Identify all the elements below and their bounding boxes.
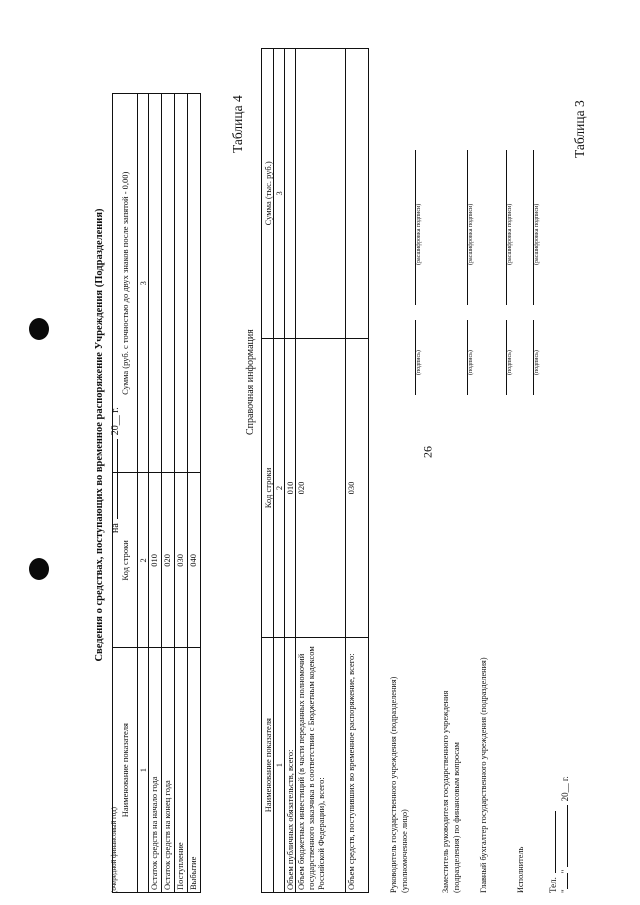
table4 xyxy=(261,48,369,893)
phone-field xyxy=(548,811,558,893)
table4-colnum: 3 xyxy=(274,49,285,339)
tel-blank[interactable] xyxy=(555,811,556,873)
signature-caption: (подпись) xyxy=(416,350,422,375)
row-code: 010 xyxy=(285,338,296,638)
table4-number-row xyxy=(274,49,285,893)
quote-close: " xyxy=(560,869,570,874)
date-year-footer: 20__ г. xyxy=(560,776,570,802)
day-blank[interactable] xyxy=(567,873,568,889)
signature-caption: (подпись) xyxy=(534,350,540,375)
table3-title: Сведения о средствах, поступающих во временное распоряжение Учреждения (Подразделения) xyxy=(94,208,105,662)
page-number: 26 xyxy=(420,446,435,458)
signature-caption: (подпись) xyxy=(468,350,474,375)
date-year: 20__ г. xyxy=(110,407,121,436)
table3-number-row xyxy=(138,94,149,893)
table4-header-sum: Сумма (тыс. руб.) xyxy=(262,49,274,339)
signature-caption: (подпись) xyxy=(507,350,513,375)
table4-colnum: 2 xyxy=(274,338,285,638)
row-name: Объем бюджетных инвестиций (в части переданных полномочий государственного заказчика в соответствии с Бюджетным кодексом Российской Федерации), всего: xyxy=(296,638,346,893)
decode-caption: (расшифровка подписи) xyxy=(534,203,540,265)
table-row xyxy=(346,49,369,893)
sign-date xyxy=(560,776,570,893)
row-sum[interactable] xyxy=(285,49,296,339)
decode-caption: (расшифровка подписи) xyxy=(416,203,422,265)
row-code: 020 xyxy=(162,473,175,648)
signature-title: Исполнитель xyxy=(516,846,525,893)
table4-colnum: 1 xyxy=(274,638,285,893)
table3 xyxy=(112,93,201,893)
table3-header-name: Наименование показателя xyxy=(113,648,138,893)
decode-caption: (расшифровка подписи) xyxy=(507,203,513,265)
table-row xyxy=(175,94,188,893)
table-row xyxy=(296,49,346,893)
signature-title: Руководитель государственного учреждения (подразделения) (уполномоченное лицо) xyxy=(389,676,409,893)
row-name: Остаток средств на начало года xyxy=(149,648,162,893)
fiscal-year-note: (очередной финансовый год) xyxy=(110,807,118,893)
row-code: 020 xyxy=(296,338,346,638)
table3-label: Таблица 3 xyxy=(572,100,587,158)
table3-colnum: 1 xyxy=(138,648,149,893)
row-sum[interactable] xyxy=(188,94,201,474)
quote-open: " xyxy=(560,889,570,893)
row-name: Поступление xyxy=(175,648,188,893)
table4-header-code: Код строки xyxy=(262,338,274,638)
table4-title: Справочная информация xyxy=(245,329,256,435)
row-code: 030 xyxy=(175,473,188,648)
row-sum[interactable] xyxy=(175,94,188,474)
row-sum[interactable] xyxy=(346,49,369,339)
month-blank[interactable] xyxy=(567,805,568,867)
table3-header-row xyxy=(113,94,138,893)
row-code: 010 xyxy=(149,473,162,648)
row-name: Выбытие xyxy=(188,648,201,893)
row-sum[interactable] xyxy=(162,94,175,474)
table3-header-sum: Сумма (руб. с точностью до двух знаков после запятой - 0,00) xyxy=(113,94,138,474)
tel-label: Тел. xyxy=(548,877,558,893)
table3-colnum: 2 xyxy=(138,473,149,648)
row-name: Остаток средств на конец года xyxy=(162,648,175,893)
signature-title: Главный бухгалтер государственного учреждения (подразделения) xyxy=(479,657,488,893)
row-sum[interactable] xyxy=(296,49,346,339)
table-row xyxy=(285,49,296,893)
table-row xyxy=(162,94,175,893)
table-row xyxy=(149,94,162,893)
table-row xyxy=(188,94,201,893)
decode-caption: (расшифровка подписи) xyxy=(468,203,474,265)
table4-header-row xyxy=(262,49,274,893)
row-sum[interactable] xyxy=(149,94,162,474)
signature-title: Заместитель руководителя государственного учреждения (подразделения) по финансовым вопросам xyxy=(441,690,461,893)
table4-header-name: Наименование показателя xyxy=(262,638,274,893)
row-name: Объем публичных обязательств, всего: xyxy=(285,638,296,893)
date-prefix: на xyxy=(110,523,121,533)
table4-label: Таблица 4 xyxy=(230,95,245,153)
table3-colnum: 3 xyxy=(138,94,149,474)
row-code: 040 xyxy=(188,473,201,648)
table3-header-code: Код строки xyxy=(113,473,138,648)
row-name: Объем средств, поступивших во временное распоряжение, всего: xyxy=(346,638,369,893)
row-code: 030 xyxy=(346,338,369,638)
